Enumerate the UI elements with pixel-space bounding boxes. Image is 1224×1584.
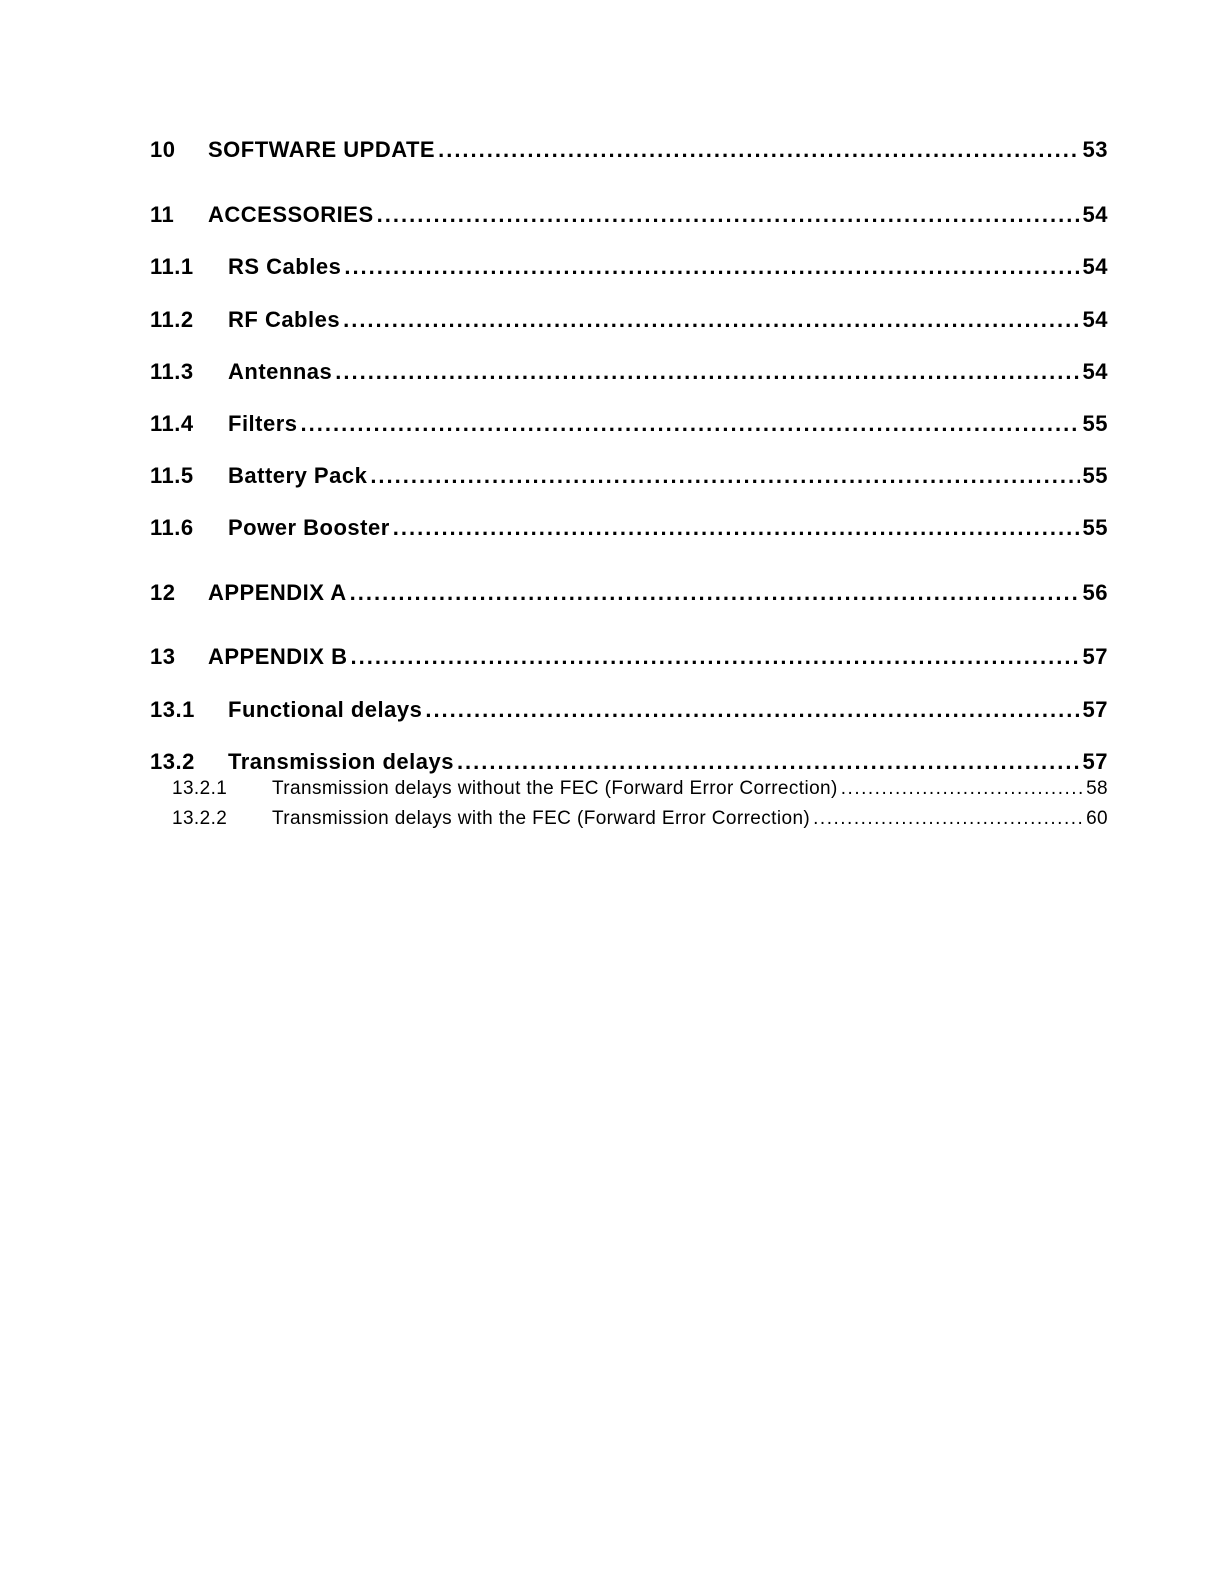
toc-dot-leader (377, 202, 1080, 228)
toc-entry-page: 54 (1082, 307, 1108, 332)
toc-entry-page: 55 (1082, 463, 1108, 488)
toc-entry-functional-delays[interactable] (150, 697, 1108, 723)
toc-entry-number: 13 (150, 644, 176, 669)
toc-entry-title: Filters (228, 411, 298, 436)
toc-dot-leader (425, 697, 1079, 723)
toc-dot-leader (350, 580, 1080, 606)
toc-entry-software-update[interactable] (150, 137, 1108, 163)
toc-entry-rf-cables[interactable] (150, 307, 1108, 333)
toc-dot-leader (344, 254, 1079, 280)
toc-entry-number: 11.4 (150, 411, 194, 436)
toc-entry-number: 11.5 (150, 463, 194, 488)
toc-entry-page: 53 (1082, 137, 1108, 162)
toc-entry-page: 55 (1082, 411, 1108, 436)
toc-entry-title: RS Cables (228, 254, 342, 279)
toc-entry-page: 56 (1082, 580, 1108, 605)
toc-entry-number: 11.1 (150, 254, 194, 279)
toc-entry-number: 11 (150, 202, 175, 227)
toc-entry-accessories[interactable] (150, 202, 1108, 228)
toc-dot-leader (335, 359, 1079, 385)
toc-entry-page: 57 (1082, 644, 1108, 669)
toc-dot-leader (301, 411, 1080, 437)
toc-dot-leader (370, 463, 1079, 489)
toc-entry-title: Transmission delays (228, 749, 454, 774)
toc-entry-rs-cables[interactable] (150, 254, 1108, 280)
toc-entry-title: Power Booster (228, 515, 390, 540)
toc-entry-title: Transmission delays with the FEC (Forward Error Correction) (272, 808, 811, 829)
toc-entry-title: APPENDIX A (208, 580, 347, 605)
toc-entry-page: 57 (1082, 749, 1108, 774)
toc-entry-title: Antennas (228, 359, 333, 384)
toc-entry-number: 13.2.1 (172, 778, 228, 799)
toc-entry-title: ACCESSORIES (208, 202, 374, 227)
toc-entry-antennas[interactable] (150, 359, 1108, 385)
toc-entry-page: 55 (1082, 515, 1108, 540)
toc-dot-leader (841, 778, 1083, 800)
toc-entry-number: 11.6 (150, 515, 194, 540)
toc-entry-title: Battery Pack (228, 463, 368, 488)
toc-entry-number: 13.1 (150, 697, 195, 722)
toc-entry-appendix-b[interactable] (150, 644, 1108, 670)
toc-entry-title: SOFTWARE UPDATE (208, 137, 436, 162)
toc-entry-page: 54 (1082, 202, 1108, 227)
toc-entry-title: APPENDIX B (208, 644, 348, 669)
toc-entry-transmission-delays-with-fec[interactable] (172, 808, 1108, 830)
toc-entry-number: 13.2.2 (172, 808, 228, 829)
toc-entry-page: 54 (1082, 359, 1108, 384)
toc-entry-title: Transmission delays without the FEC (Forward Error Correction) (272, 778, 838, 799)
toc-entry-filters[interactable] (150, 411, 1108, 437)
toc-entry-transmission-delays-without-fec[interactable] (172, 778, 1108, 800)
toc-dot-leader (393, 515, 1080, 541)
toc-entry-number: 13.2 (150, 749, 195, 774)
toc-entry-page: 60 (1086, 808, 1108, 829)
toc-entry-page: 54 (1082, 254, 1108, 279)
toc-dot-leader (343, 307, 1079, 333)
toc-entry-number: 11.2 (150, 307, 194, 332)
toc-entry-appendix-a[interactable] (150, 580, 1108, 606)
toc-dot-leader (350, 644, 1079, 670)
toc-dot-leader (438, 137, 1079, 163)
toc-entry-power-booster[interactable] (150, 515, 1108, 541)
toc-dot-leader (813, 808, 1083, 830)
toc-entry-number: 11.3 (150, 359, 194, 384)
toc-entry-transmission-delays[interactable] (150, 749, 1108, 775)
toc-entry-number: 12 (150, 580, 176, 605)
toc-dot-leader (457, 749, 1080, 775)
toc-entry-battery-pack[interactable] (150, 463, 1108, 489)
toc-entry-page: 58 (1086, 778, 1108, 799)
toc-entry-page: 57 (1082, 697, 1108, 722)
toc-entry-title: Functional delays (228, 697, 423, 722)
toc-entry-number: 10 (150, 137, 176, 162)
toc-entry-title: RF Cables (228, 307, 341, 332)
